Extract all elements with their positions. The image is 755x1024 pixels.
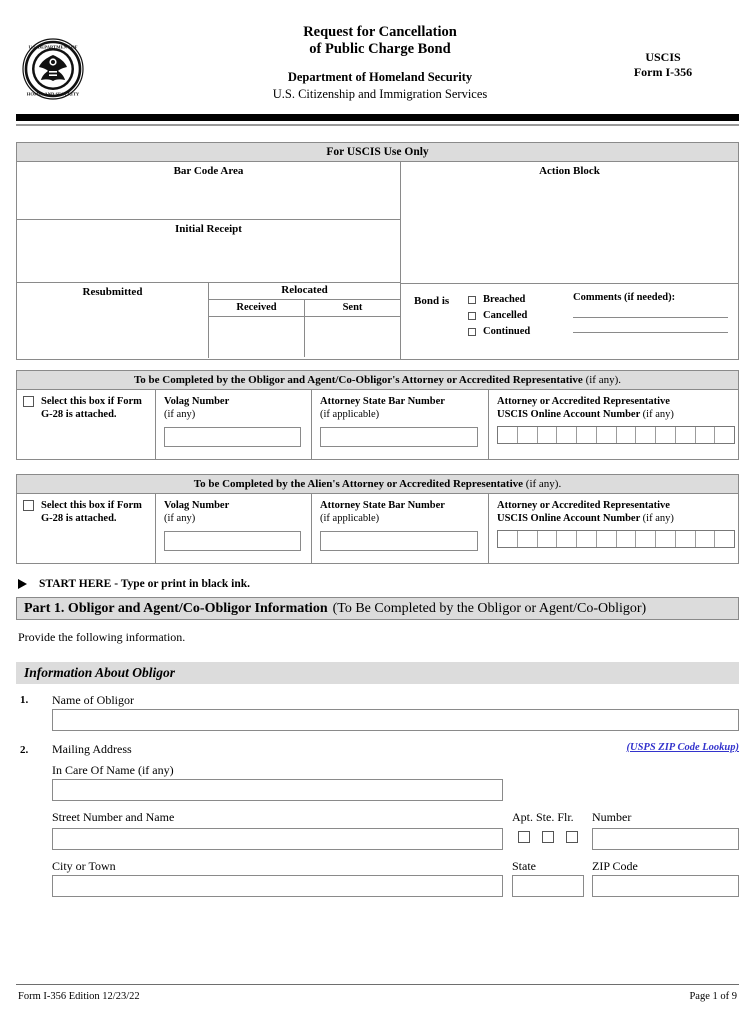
obligor-volag-column xyxy=(156,390,312,459)
resubmitted-cell xyxy=(17,283,209,358)
in-care-of-label: In Care Of Name (if any) xyxy=(52,763,174,777)
alien-attorney-title-light: (if any). xyxy=(525,478,562,490)
segment-cell[interactable] xyxy=(498,531,518,547)
segment-cell[interactable] xyxy=(557,427,577,443)
title-line-2: of Public Charge Bond xyxy=(309,41,451,57)
obligor-volag-label: Volag Number xyxy=(164,396,230,407)
alien-online-label-2 xyxy=(497,512,732,525)
obligor-g28-label: Select this box if Form G-28 is attached. xyxy=(41,396,142,420)
number-label: Number xyxy=(592,810,632,824)
city-label: City or Town xyxy=(52,859,116,873)
segment-cell[interactable] xyxy=(656,531,676,547)
obligor-bar-label: Attorney State Bar Number xyxy=(320,396,445,407)
item-1-label: Name of Obligor xyxy=(52,693,134,707)
apt-number-input[interactable] xyxy=(592,828,739,850)
comments-line-2[interactable] xyxy=(573,332,728,333)
alien-online-label-1: Attorney or Accredited Representative xyxy=(497,500,670,511)
segment-cell[interactable] xyxy=(617,427,637,443)
segment-cell[interactable] xyxy=(577,531,597,547)
item-2-label: Mailing Address xyxy=(52,742,132,756)
footer-form-edition: Form I-356 Edition 12/23/22 xyxy=(18,991,140,1002)
obligor-online-account-column xyxy=(489,390,738,459)
segment-cell[interactable] xyxy=(696,531,716,547)
svg-text:U.S. DEPARTMENT OF: U.S. DEPARTMENT OF xyxy=(28,44,78,50)
dhs-seal-icon xyxy=(22,38,84,100)
state-input[interactable] xyxy=(512,875,584,897)
alien-g28-checkbox-group[interactable] xyxy=(23,499,149,525)
bond-option-cancelled[interactable] xyxy=(468,308,530,323)
information-about-obligor-band: Information About Obligor xyxy=(16,662,739,684)
street-input[interactable] xyxy=(52,828,503,850)
alien-bar-input[interactable] xyxy=(320,531,478,551)
relocated-cell xyxy=(209,283,400,358)
relocated-subcolumns xyxy=(209,300,400,357)
alien-attorney-body xyxy=(17,494,738,563)
alien-online-label-2-sub: (if any) xyxy=(642,513,674,524)
checkbox-g28-alien[interactable] xyxy=(23,500,34,511)
alien-attorney-title xyxy=(17,475,738,494)
comments-area xyxy=(573,292,728,333)
title-line-1: Request for Cancellation xyxy=(303,24,457,40)
obligor-attorney-title xyxy=(17,371,738,390)
part1-header xyxy=(16,597,739,620)
bond-option-breached-label: Breached xyxy=(483,294,526,305)
segment-cell[interactable] xyxy=(577,427,597,443)
segment-cell[interactable] xyxy=(715,531,734,547)
alien-volag-label: Volag Number xyxy=(164,500,230,511)
initial-receipt-area xyxy=(17,220,400,283)
footer-divider xyxy=(16,984,739,985)
alien-volag-sub: (if any) xyxy=(164,513,196,524)
initial-receipt-label: Initial Receipt xyxy=(175,223,242,235)
segment-cell[interactable] xyxy=(715,427,734,443)
obligor-attorney-section xyxy=(16,370,739,460)
item-2-number: 2. xyxy=(20,744,29,756)
bond-option-continued[interactable] xyxy=(468,324,530,339)
name-of-obligor-input[interactable] xyxy=(52,709,739,731)
checkbox-flr[interactable] xyxy=(566,831,578,843)
uscis-use-only-title: For USCIS Use Only xyxy=(17,143,738,162)
action-block-label: Action Block xyxy=(539,165,600,177)
page-title xyxy=(180,24,580,102)
alien-g28-column xyxy=(17,494,156,563)
alien-g28-label: Select this box if Form G-28 is attached. xyxy=(41,500,142,524)
obligor-attorney-body xyxy=(17,390,738,459)
segment-cell[interactable] xyxy=(636,427,656,443)
alien-bar-label: Attorney State Bar Number xyxy=(320,500,445,511)
part1-instruction: Provide the following information. xyxy=(18,630,186,644)
segment-cell[interactable] xyxy=(498,427,518,443)
resubmitted-relocated-row xyxy=(17,283,400,358)
apt-ste-flr-label: Apt. Ste. Flr. xyxy=(512,810,574,824)
state-label: State xyxy=(512,859,536,873)
start-here-banner xyxy=(18,578,250,590)
obligor-attorney-title-light: (if any). xyxy=(585,374,622,386)
uscis-use-only-body xyxy=(17,162,738,359)
obligor-online-label-2-text: USCIS Online Account Number xyxy=(497,409,641,420)
checkbox-cancelled[interactable] xyxy=(468,312,476,320)
alien-attorney-section xyxy=(16,474,739,564)
bond-options-group xyxy=(468,292,530,340)
segment-cell[interactable] xyxy=(538,531,558,547)
segment-cell[interactable] xyxy=(676,531,696,547)
segment-cell[interactable] xyxy=(676,427,696,443)
department-name: Department of Homeland Security xyxy=(287,70,473,84)
sent-label: Sent xyxy=(305,300,400,317)
relocated-sent-column xyxy=(305,300,400,357)
start-here-label: START HERE - Type or print in black ink. xyxy=(39,578,251,590)
page-header xyxy=(0,0,755,112)
obligor-g28-column xyxy=(17,390,156,459)
resubmitted-label: Resubmitted xyxy=(82,286,143,298)
obligor-bar-sub: (if applicable) xyxy=(320,409,380,420)
header-divider-gray xyxy=(16,124,739,126)
alien-attorney-title-bold: To be Completed by the Alien's Attorney or Accredited Representative xyxy=(193,478,524,490)
header-divider-black xyxy=(16,114,739,121)
obligor-online-label-2 xyxy=(497,408,732,421)
relocated-header xyxy=(209,283,400,300)
bar-code-area xyxy=(17,162,400,220)
in-care-of-input[interactable] xyxy=(52,779,503,801)
relocated-received-column xyxy=(209,300,305,357)
uscis-use-only-block xyxy=(16,142,739,360)
alien-online-account-segments[interactable] xyxy=(497,530,735,548)
segment-cell[interactable] xyxy=(597,531,617,547)
part1-title: Part 1. Obligor and Agent/Co-Obligor Information xyxy=(24,600,328,616)
segment-cell[interactable] xyxy=(518,427,538,443)
bond-status-row xyxy=(401,284,738,359)
obligor-bar-column xyxy=(312,390,489,459)
relocated-label: Relocated xyxy=(281,284,328,296)
item-1-number: 1. xyxy=(20,694,29,706)
apt-ste-flr-checkbox-group[interactable] xyxy=(518,831,578,843)
checkbox-continued[interactable] xyxy=(468,328,476,336)
form-org: USCIS xyxy=(645,50,681,64)
segment-cell[interactable] xyxy=(656,427,676,443)
bond-option-continued-label: Continued xyxy=(483,326,531,337)
zip-input[interactable] xyxy=(592,875,739,897)
segment-cell[interactable] xyxy=(696,427,716,443)
alien-bar-sub: (if applicable) xyxy=(320,513,380,524)
segment-cell[interactable] xyxy=(636,531,656,547)
comments-line-1[interactable] xyxy=(573,317,728,318)
zip-label: ZIP Code xyxy=(592,859,638,873)
action-block-area xyxy=(401,162,738,284)
obligor-bar-input[interactable] xyxy=(320,427,478,447)
obligor-volag-sub: (if any) xyxy=(164,409,196,420)
checkbox-breached[interactable] xyxy=(468,296,476,304)
alien-bar-column xyxy=(312,494,489,563)
agency-name: U.S. Citizenship and Immigration Services xyxy=(272,87,488,101)
part1-subtitle: (To Be Completed by the Obligor or Agent/Co-Obligor) xyxy=(332,600,647,616)
obligor-online-label-2-sub: (if any) xyxy=(642,409,674,420)
form-identifier xyxy=(593,50,733,80)
alien-online-account-column xyxy=(489,494,738,563)
segment-cell[interactable] xyxy=(518,531,538,547)
segment-cell[interactable] xyxy=(557,531,577,547)
checkbox-apt[interactable] xyxy=(518,831,530,843)
alien-online-label-2-text: USCIS Online Account Number xyxy=(497,513,641,524)
comments-label: Comments (if needed): xyxy=(573,292,676,303)
bond-option-breached[interactable] xyxy=(468,292,530,307)
checkbox-g28-obligor[interactable] xyxy=(23,396,34,407)
uscis-left-column xyxy=(17,162,401,359)
segment-cell[interactable] xyxy=(617,531,637,547)
city-input[interactable] xyxy=(52,875,503,897)
obligor-attorney-title-bold: To be Completed by the Obligor and Agent/Co-Obligor's Attorney or Accredited Representative xyxy=(133,374,583,386)
alien-volag-column xyxy=(156,494,312,563)
obligor-online-label-1: Attorney or Accredited Representative xyxy=(497,396,670,407)
bar-code-area-label: Bar Code Area xyxy=(173,165,244,177)
obligor-g28-checkbox-group[interactable] xyxy=(23,395,149,421)
segment-cell[interactable] xyxy=(597,427,617,443)
form-number: Form I-356 xyxy=(633,65,693,79)
obligor-online-account-segments[interactable] xyxy=(497,426,735,444)
bond-option-cancelled-label: Cancelled xyxy=(483,310,528,321)
triangle-right-icon xyxy=(18,579,27,589)
obligor-volag-input[interactable] xyxy=(164,427,301,447)
footer-page-number: Page 1 of 9 xyxy=(689,991,737,1002)
segment-cell[interactable] xyxy=(538,427,558,443)
bond-is-label: Bond is xyxy=(414,295,450,307)
svg-text:HOMELAND SECURITY: HOMELAND SECURITY xyxy=(26,91,80,97)
checkbox-ste[interactable] xyxy=(542,831,554,843)
street-label: Street Number and Name xyxy=(52,810,175,824)
usps-zip-code-lookup-link[interactable]: (USPS ZIP Code Lookup) xyxy=(626,742,739,753)
alien-volag-input[interactable] xyxy=(164,531,301,551)
uscis-right-column xyxy=(401,162,738,359)
received-label: Received xyxy=(209,300,304,317)
